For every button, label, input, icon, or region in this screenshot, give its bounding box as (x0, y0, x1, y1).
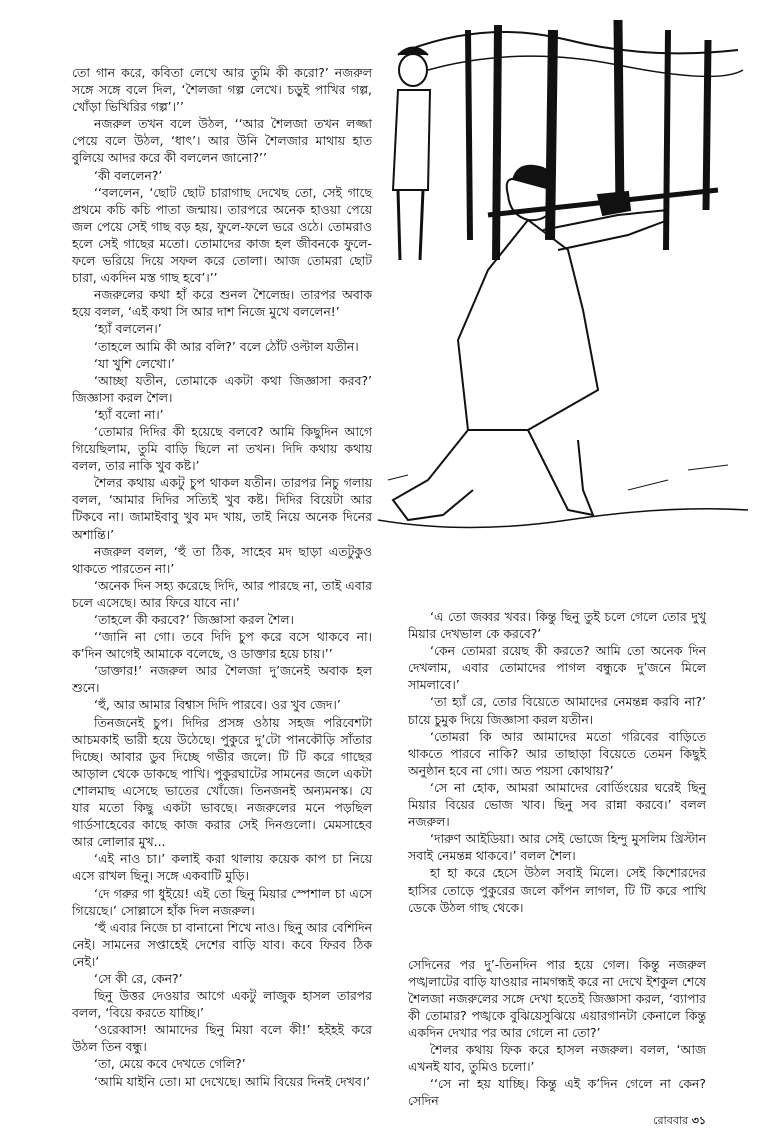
right-column (408, 608, 706, 1110)
paragraph: ‘আমি যাইনি তো। মা দেখেছে। আমি বিয়ের দিনই দেখব।’ (94, 1073, 371, 1089)
paragraph: তিনজনেই চুপ। দিদির প্রসঙ্গ ওঠায় সহজ পরিবেশটা আচমকাই ভারী হয়ে উঠেছে। পুকুরে দু’টো পানকৌড়ি সাঁতার দিচ্ছে। আবার ডুব দিচ্ছে গভীর জলে। টি টি করে গাছের আড়াল থেকে ডাকছে পাখি। পুকুরঘাটের সামনের জলে একটা শোলমাছ এসেছে ভাতের খোঁজে। তিনজনই অন্যমনস্ক। যে যার মতো কিছু একটা ভাবছে। নজরুলের মনে পড়ছিল গার্ডসাহেবের কাছে কাজ করার সেই দিনগুলো। মেমসাহেব আর লোলার মুখ... (72, 714, 372, 850)
paragraph: ‘তাহলে কী করবে?’ জিজ্ঞাসা করল শৈল। (94, 612, 294, 627)
section-break (408, 916, 706, 956)
paragraph: ‘‘সে না হয় যাচ্ছি। কিন্তু এই ক’দিন গেলে না কেন? সেদিন (408, 1076, 706, 1109)
paragraph: ‘কেন তোমরা রয়েছ কী করতে? আমি তো অনেক দিন দেখলাম, এবার তোমাদের পাগল বন্ধুকে দু’জনে মিলে সামলাবে।’ (408, 643, 706, 693)
page-footer (653, 1112, 706, 1131)
paragraph: তো গান করে, কবিতা লেখে আর তুমি কী করো?’ নজরুল সঙ্গে সঙ্গে বলে দিল, ‘শৈলজা গল্প লেখে। চড়ুই পাখির গল্প, খোঁড়া ভিখিরির গল্প’।’’ (72, 65, 372, 115)
paragraph: ‘‘বললেন, ‘ছোট ছোট চারাগাছ দেখেছ তো, সেই গাছে প্রথমে কচি কচি পাতা জন্মায়। তারপরে অনেক হাওয়া পেয়ে জল পেয়ে সেই গাছ বড় হয়, ফুলে-ফলে ভরে ওঠে। তোমরাও হলে সেই গাছের মতো। তোমাদের কাজ হল জীবনকে ফুলে-ফলে ভরিয়ে দিয়ে সফল করে তোলা। আজ তোমরা ছোট চারা, একদিন মস্ত গাছ হবে’।’’ (72, 184, 372, 286)
paragraph: ‘সে কী রে, কেন?’ (94, 970, 183, 986)
paragraph: ছিনু উত্তর দেওয়ার আগে একটু লাজুক হাসল তারপর বলল, ‘বিয়ে করতে যাচ্ছি।’ (72, 988, 372, 1021)
paragraph: ‘হুঁ এবার নিজে চা বানানো শিখে নাও। ছিনু আর বেশিদিন নেই। সামনের সপ্তাহেই দেশের বাড়ি যাব। কবে ফিরব ঠিক নেই।’ (72, 919, 372, 969)
paragraph: ‘সে না হোক, আমরা আমাদের বোর্ডিংয়ের ঘরেই ছিনু মিয়ার বিয়ের ভোজ খাব। ছিনু সব রান্না করবে।’ বলল নজরুল। (408, 779, 706, 830)
boy-aiming-rifle-illustration (368, 10, 748, 555)
paragraph: ‘হ্যাঁ বলো না।’ (94, 406, 164, 422)
paragraph: ‘দে গরুর গা ধুইয়ে! এই তো ছিনু মিয়ার স্পেশাল চা এসে গিয়েছে।’ সোল্লাসে হাঁক দিল নজরুল। (72, 885, 372, 918)
paragraph: ‘তোমরা কি আর আমাদের মতো গরিবের বাড়িতে থাকতে পারবে নাকি? আর তাছাড়া বিয়েতে তেমন কিছুই অনুষ্ঠান হবে না গো। অত পয়সা কোথায়?’ (408, 728, 706, 778)
paragraph: সেদিনের পর দু’-তিনদিন পার হয়ে গেল। কিন্তু নজরুল পঙ্খলাটের বাড়ি যাওয়ার নামগন্ধই করে না দেখে ইশকুল শেষে শৈলজা নজরুলের সঙ্গে দেখা হতেই জিজ্ঞাসা করল, ‘ব্যাপার কী তোমার? পঙ্খকে বুঝিয়েসুঝিয়ে এয়ারগানটা কেনালে কিন্তু একদিন দেখার পর আর গেলে না তো?’ (408, 956, 706, 1041)
paragraph: শৈলর কথায় ফিক করে হাসল নজরুল। বলল, ‘আজ এখনই যাব, তুমিও চলো।’ (408, 1042, 706, 1075)
paragraph: ‘হ্যাঁ বললেন।’ (94, 321, 162, 337)
paragraph: ‘এ তো জব্বর খবর। কিন্তু ছিনু তুই চলে গেলে তোর দুখু মিয়ার দেখভাল কে করবে?’ (408, 609, 706, 642)
paragraph: ‘হুঁ, আর আমার বিশ্বাস দিদি পারবে। ওর খুব জেদ।’ (94, 697, 341, 713)
paragraph: ‘তা, মেয়ে কবে দেখতে গেলি?’ (94, 1056, 246, 1072)
paragraph: নজরুল বলল, ‘হুঁ তা ঠিক, সাহেব মদ ছাড়া এতটুকুও থাকতে পারতেন না।’ (72, 543, 372, 576)
paragraph: ‘কী বললেন?’ (94, 167, 163, 183)
magazine-name: রোববার (653, 1114, 689, 1127)
paragraph: ‘অনেক দিন সহ্য করেছে দিদি, আর পারছে না, তাই এবার চলে এসেছে। আর ফিরে যাবে না।’ (72, 577, 372, 610)
paragraph: ‘তা হ্যাঁ রে, তোর বিয়েতে আমাদের নেমন্তন্ন করবি না?’ চায়ে চুমুক দিয়ে জিজ্ঞাসা করল যতীন। (408, 694, 706, 727)
paragraph: ‘দারুণ আইডিয়া। আর সেই ভোজে হিন্দু মুসলিম খ্রিস্টান সবাই নেমন্তন্ন থাকবে।’ বলল শৈল। (408, 831, 706, 864)
left-column (72, 64, 372, 1090)
paragraph: ‘ডাক্তার!’ নজরুল আর শৈলজা দু’জনেই অবাক হল শুনে। (72, 663, 372, 696)
paragraph: ‘তাহলে আমি কী আর বলি?’ বলে ঠোঁট ওল্টাল যতীন। (94, 338, 359, 354)
paragraph: ‘ওরেব্বাস! আমাদের ছিনু মিয়া বলে কী!’ হইহই করে উঠল তিন বন্ধু। (72, 1022, 372, 1055)
paragraph: ‘আচ্ছা যতীন, তোমাকে একটা কথা জিজ্ঞাসা করব?’ জিজ্ঞাসা করল শৈল। (72, 372, 372, 405)
paragraph: শৈলর কথায় একটু চুপ থাকল যতীন। তারপর নিচু গলায় বলল, ‘আমার দিদির সত্যিই খুব কষ্ট। দিদির বিয়েটা আর টিকবে না। জামাইবাবু খুব মদ খায়, তাই নিয়ে অনেক দিনের অশান্তি।’ (72, 475, 372, 542)
page-number: ৩১ (691, 1114, 706, 1127)
paragraph: নজরুল তখন বলে উঠল, ‘‘আর শৈলজা তখন লজ্জা পেয়ে বলে উঠল, ‘ধাৎ’। আর উনি শৈলজার মাথায় হাত বুলিয়ে আদর করে কী বললেন জানো?’’ (72, 116, 372, 166)
paragraph: ‘যা খুশি লেখো।’ (94, 355, 175, 371)
paragraph: হা হা করে হেসে উঠল সবাই মিলে। সেই কিশোরদের হাসির তোড়ে পুকুরের জলে কাঁপন লাগল, টি টি করে পাখি ডেকে উঠল গাছ থেকে। (408, 865, 706, 915)
paragraph: ‘এই নাও চা।’ কলাই করা থালায় কয়েক কাপ চা নিয়ে এসে রাখল ছিনু। সঙ্গে একবাটি মুড়ি। (72, 851, 372, 884)
paragraph: নজরুলের কথা হাঁ করে শুনল শৈলেন্দ্র। তারপর অবাক হয়ে বলল, ‘এই কথা সি আর দাশ নিজে মুখে বললেন!’ (72, 287, 372, 320)
paragraph: ‘তোমার দিদির কী হয়েছে বলবে? আমি কিছুদিন আগে গিয়েছিলাম, তুমি বাড়ি ছিলে না তখন। দিদি কথায় কথায় বলল, তার নাকি খুব কষ্ট।’ (72, 423, 372, 474)
paragraph: ‘‘জানি না গো। তবে দিদি চুপ করে বসে থাকবে না। ক’দিন আগেই আমাকে বলেছে, ও ডাক্তার হয়ে চায়।’’ (72, 629, 372, 662)
